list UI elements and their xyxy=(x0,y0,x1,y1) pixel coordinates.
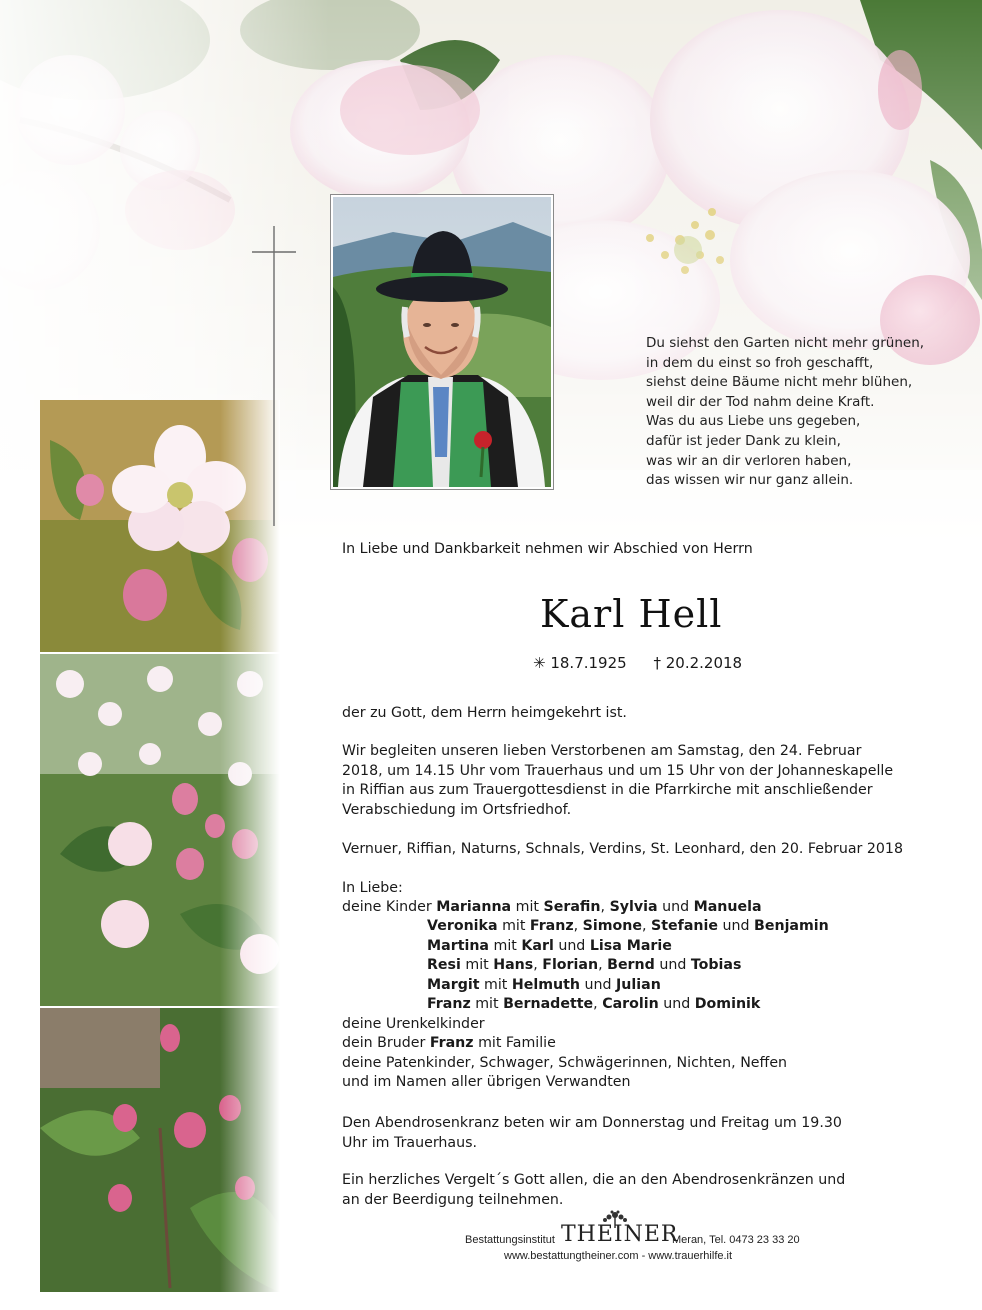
und-word: und xyxy=(663,996,691,1013)
mit-word: mit xyxy=(465,957,489,974)
poem-line: in dem du einst so froh geschafft, xyxy=(646,354,874,371)
portrait-photo xyxy=(330,194,554,490)
kids-line: Resi mit Hans, Florian, Bernd und Tobias xyxy=(427,957,742,974)
kids-line: Veronika mit Franz, Simone, Stefanie und Benjamin xyxy=(427,918,829,935)
in-liebe-label: In Liebe: xyxy=(342,880,403,896)
grandchild-name: Bernd xyxy=(607,957,655,974)
grandchild-name: Franz xyxy=(529,918,574,935)
child-name: Margit xyxy=(427,976,480,993)
poem-line: Was du aus Liebe uns gegeben, xyxy=(646,413,861,430)
institute-label: Bestattungsinstitut xyxy=(465,1234,555,1246)
life-dates xyxy=(533,654,764,672)
grandchild-name: Julian xyxy=(616,976,661,993)
grandchild-name: Lisa Marie xyxy=(589,937,672,954)
death-date: † 20.2.2018 xyxy=(653,654,743,672)
intro-text: In Liebe und Dankbarkeit nehmen wir Abschied von Herrn xyxy=(342,541,753,557)
grandchild-name: Benjamin xyxy=(754,918,829,935)
grandchild-name: Manuela xyxy=(693,899,762,915)
grandchild-name: Simone xyxy=(582,918,642,935)
mourners-list xyxy=(342,898,829,1093)
und-word: und xyxy=(584,976,612,993)
thanks-text: Ein herzliches Vergelt´s Gott allen, die an den Abendrosenkränzen und an der Beerdigung teilnehmen. xyxy=(342,1172,846,1208)
verwandte-line: und im Namen aller übrigen Verwandten xyxy=(342,1074,631,1091)
kids-line xyxy=(342,976,829,995)
und-word: und xyxy=(662,899,690,915)
grandchild-name: Helmuth xyxy=(511,976,580,993)
website-links[interactable]: www.bestattungtheiner.com - www.trauerhilfe.it xyxy=(504,1250,733,1262)
funeral-home-footer xyxy=(440,1208,840,1268)
birth-date: ✳ 18.7.1925 xyxy=(533,654,627,672)
left-blossom-photo-strip xyxy=(40,400,280,1292)
poem-line: Du siehst den Garten nicht mehr grünen, xyxy=(646,335,925,351)
grandchild-name: Tobias xyxy=(690,957,742,974)
kids-line: Franz mit Bernadette, Carolin und Dominik xyxy=(427,996,761,1013)
und-word: und xyxy=(722,918,750,935)
funeral-text: Wir begleiten unseren lieben Verstorbenen am Samstag, den 24. Februar 2018, um 14.15 Uhr vom Trauerhaus und um 15 Uhr von der Johanneskapelle in Riffian aus zum Trauergottesdienst in die Pfarrkirche mit anschließender Verabschiedung im Ortsfriedhof. xyxy=(342,743,894,819)
grandchild-name: Bernadette xyxy=(503,996,594,1013)
grandchild-name: Karl xyxy=(521,937,554,954)
bruder-line xyxy=(342,1034,829,1053)
deceased-name: Karl Hell xyxy=(540,592,723,636)
grandchild-name: Florian xyxy=(542,957,599,974)
und-word: und xyxy=(558,937,586,954)
blossom-photo-3 xyxy=(40,1008,280,1292)
bruder-name: Franz xyxy=(429,1035,474,1052)
bruder-label: dein Bruder xyxy=(342,1035,426,1052)
poem-line: dafür ist jeder Dank zu klein, xyxy=(646,432,841,449)
grandchild-name: Dominik xyxy=(694,996,761,1013)
funeral-home-logo: THEINER xyxy=(561,1222,679,1247)
child-name: Veronika xyxy=(427,918,498,935)
child-name: Martina xyxy=(427,937,490,954)
grandchild-name: Serafin xyxy=(543,899,601,915)
poem-line: was wir an dir verloren haben, xyxy=(646,452,852,469)
poem xyxy=(646,334,946,491)
kids-line xyxy=(342,937,829,956)
blossom-photo-1 xyxy=(40,400,280,652)
child-name: Resi xyxy=(427,957,461,974)
poem-line: das wissen wir nur ganz allein. xyxy=(646,472,854,489)
rosary-text: Den Abendrosenkranz beten wir am Donnerstag und Freitag um 19.30 Uhr im Trauerhaus. xyxy=(342,1115,842,1151)
child-name: Franz xyxy=(427,996,471,1013)
mit-word: mit xyxy=(515,899,539,915)
kids-line: deine Kinder Marianna mit Serafin, Sylvia und Manuela xyxy=(342,899,762,915)
child-name: Marianna xyxy=(436,899,512,915)
place-date-text: Vernuer, Riffian, Naturns, Schnals, Verdins, St. Leonhard, den 20. Februar 2018 xyxy=(342,841,903,857)
home-text: der zu Gott, dem Herrn heimgekehrt ist. xyxy=(342,705,627,721)
grandchild-name: Carolin xyxy=(602,996,659,1013)
grandchild-name: Hans xyxy=(493,957,534,974)
grandchild-name: Stefanie xyxy=(651,918,718,935)
mit-word: mit xyxy=(493,937,517,954)
poem-line: siehst deine Bäume nicht mehr blühen, xyxy=(646,374,913,391)
kinder-label: deine Kinder xyxy=(342,899,432,915)
cross-icon xyxy=(252,226,296,526)
blossom-photo-2 xyxy=(40,654,280,1006)
mit-word: mit xyxy=(502,918,526,935)
mit-word: mit xyxy=(475,996,499,1013)
bruder-suffix: mit Familie xyxy=(478,1035,556,1052)
urenkel-line: deine Urenkelkinder xyxy=(342,1015,485,1032)
paten-line: deine Patenkinder, Schwager, Schwägerinnen, Nichten, Neffen xyxy=(342,1054,788,1071)
mit-word: mit xyxy=(484,976,508,993)
contact-phone: Meran, Tel. 0473 23 33 20 xyxy=(672,1234,800,1246)
grandchild-name: Sylvia xyxy=(609,899,658,915)
und-word: und xyxy=(659,957,687,974)
poem-line: weil dir der Tod nahm deine Kraft. xyxy=(646,393,875,410)
